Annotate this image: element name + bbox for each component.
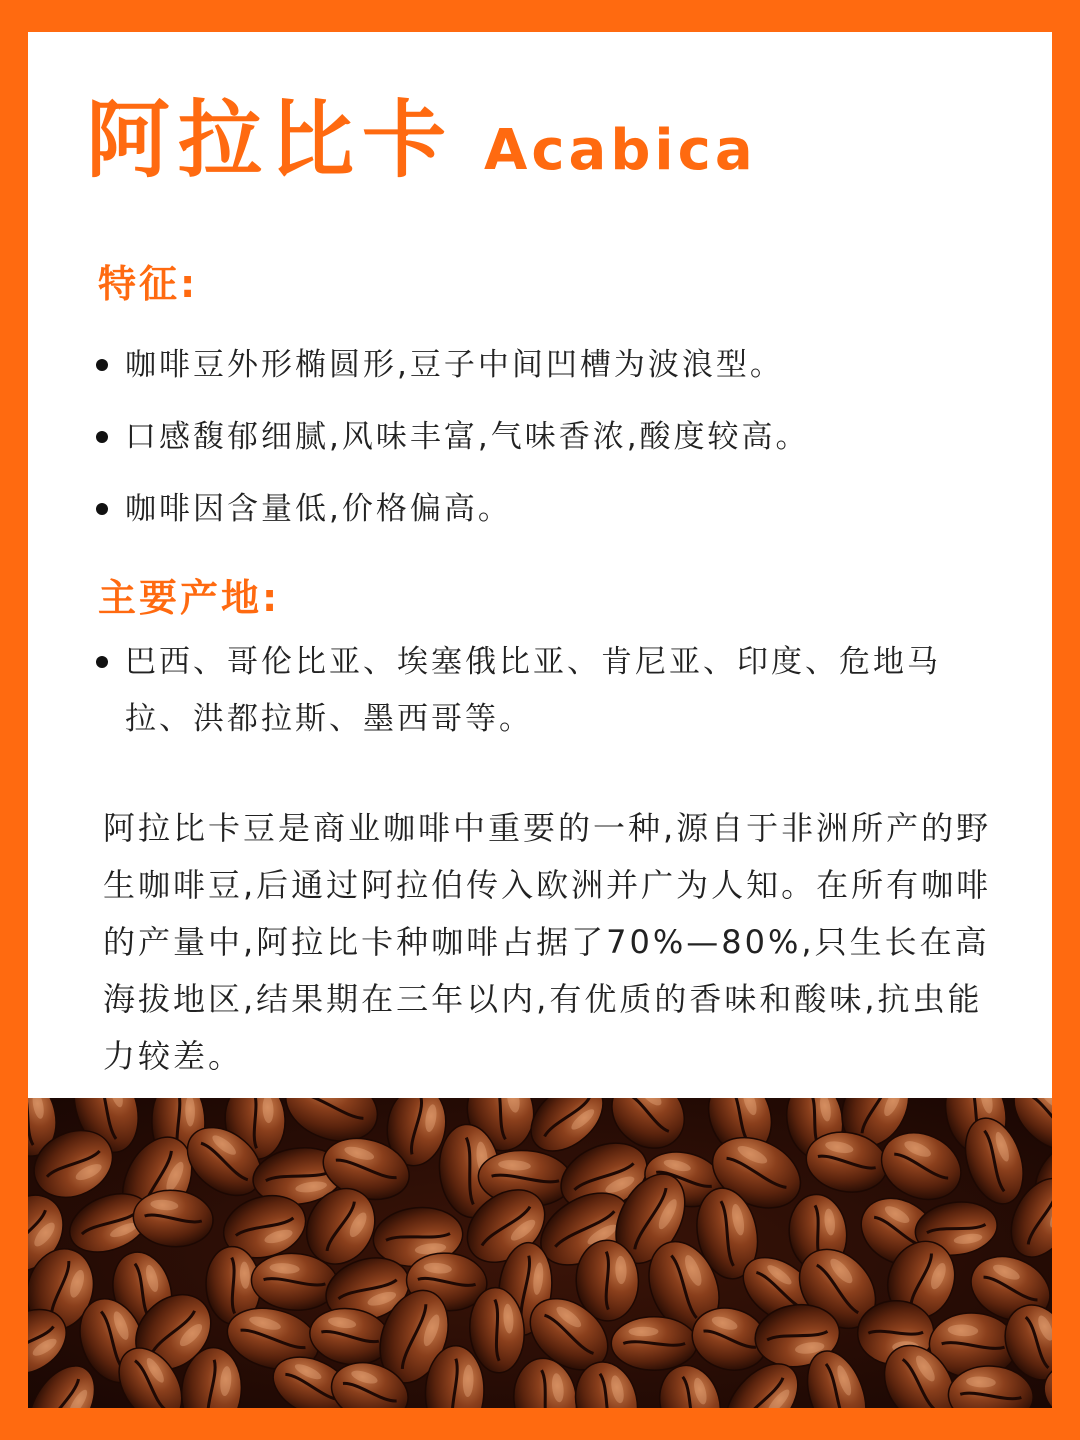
bullet-dot-icon <box>96 359 108 371</box>
features-list <box>96 337 996 553</box>
bullet-dot-icon <box>96 431 108 443</box>
description-paragraph: 阿拉比卡豆是商业咖啡中重要的一种,源自于非洲所产的野生咖啡豆,后通过阿拉伯传入欧洲并广为人知。在所有咖啡的产量中,阿拉比卡种咖啡占据了70%—80%,只生长在高海拔地区,结果期在三年以内,有优质的香味和酸味,抗虫能力较差。 <box>103 809 992 1075</box>
feature-item-3 <box>96 481 996 537</box>
feature-item-text: 咖啡因含量低,价格偏高。 <box>125 491 512 527</box>
feature-item-text: 咖啡豆外形椭圆形,豆子中间凹槽为波浪型。 <box>125 347 784 383</box>
origins-list <box>96 634 996 764</box>
content-card <box>28 32 1052 1408</box>
origin-item-text: 巴西、哥伦比亚、埃塞俄比亚、肯尼亚、印度、危地马拉、洪都拉斯、墨西哥等。 <box>125 644 941 737</box>
feature-item-text: 口感馥郁细腻,风味丰富,气味香浓,酸度较高。 <box>125 419 810 455</box>
feature-item-1 <box>96 337 996 393</box>
page-title-english: Acabica <box>484 118 757 183</box>
page-title-chinese: 阿拉比卡 <box>86 91 455 189</box>
origin-item <box>96 634 996 748</box>
coffee-beans-photo <box>28 1098 1052 1408</box>
coffee-bean <box>611 1317 697 1370</box>
title-row <box>86 80 757 190</box>
bullet-dot-icon <box>96 503 108 515</box>
feature-item-2 <box>96 409 996 465</box>
features-heading: 特征: <box>98 262 199 306</box>
origins-heading: 主要产地: <box>98 576 281 620</box>
bullet-dot-icon <box>96 656 108 668</box>
